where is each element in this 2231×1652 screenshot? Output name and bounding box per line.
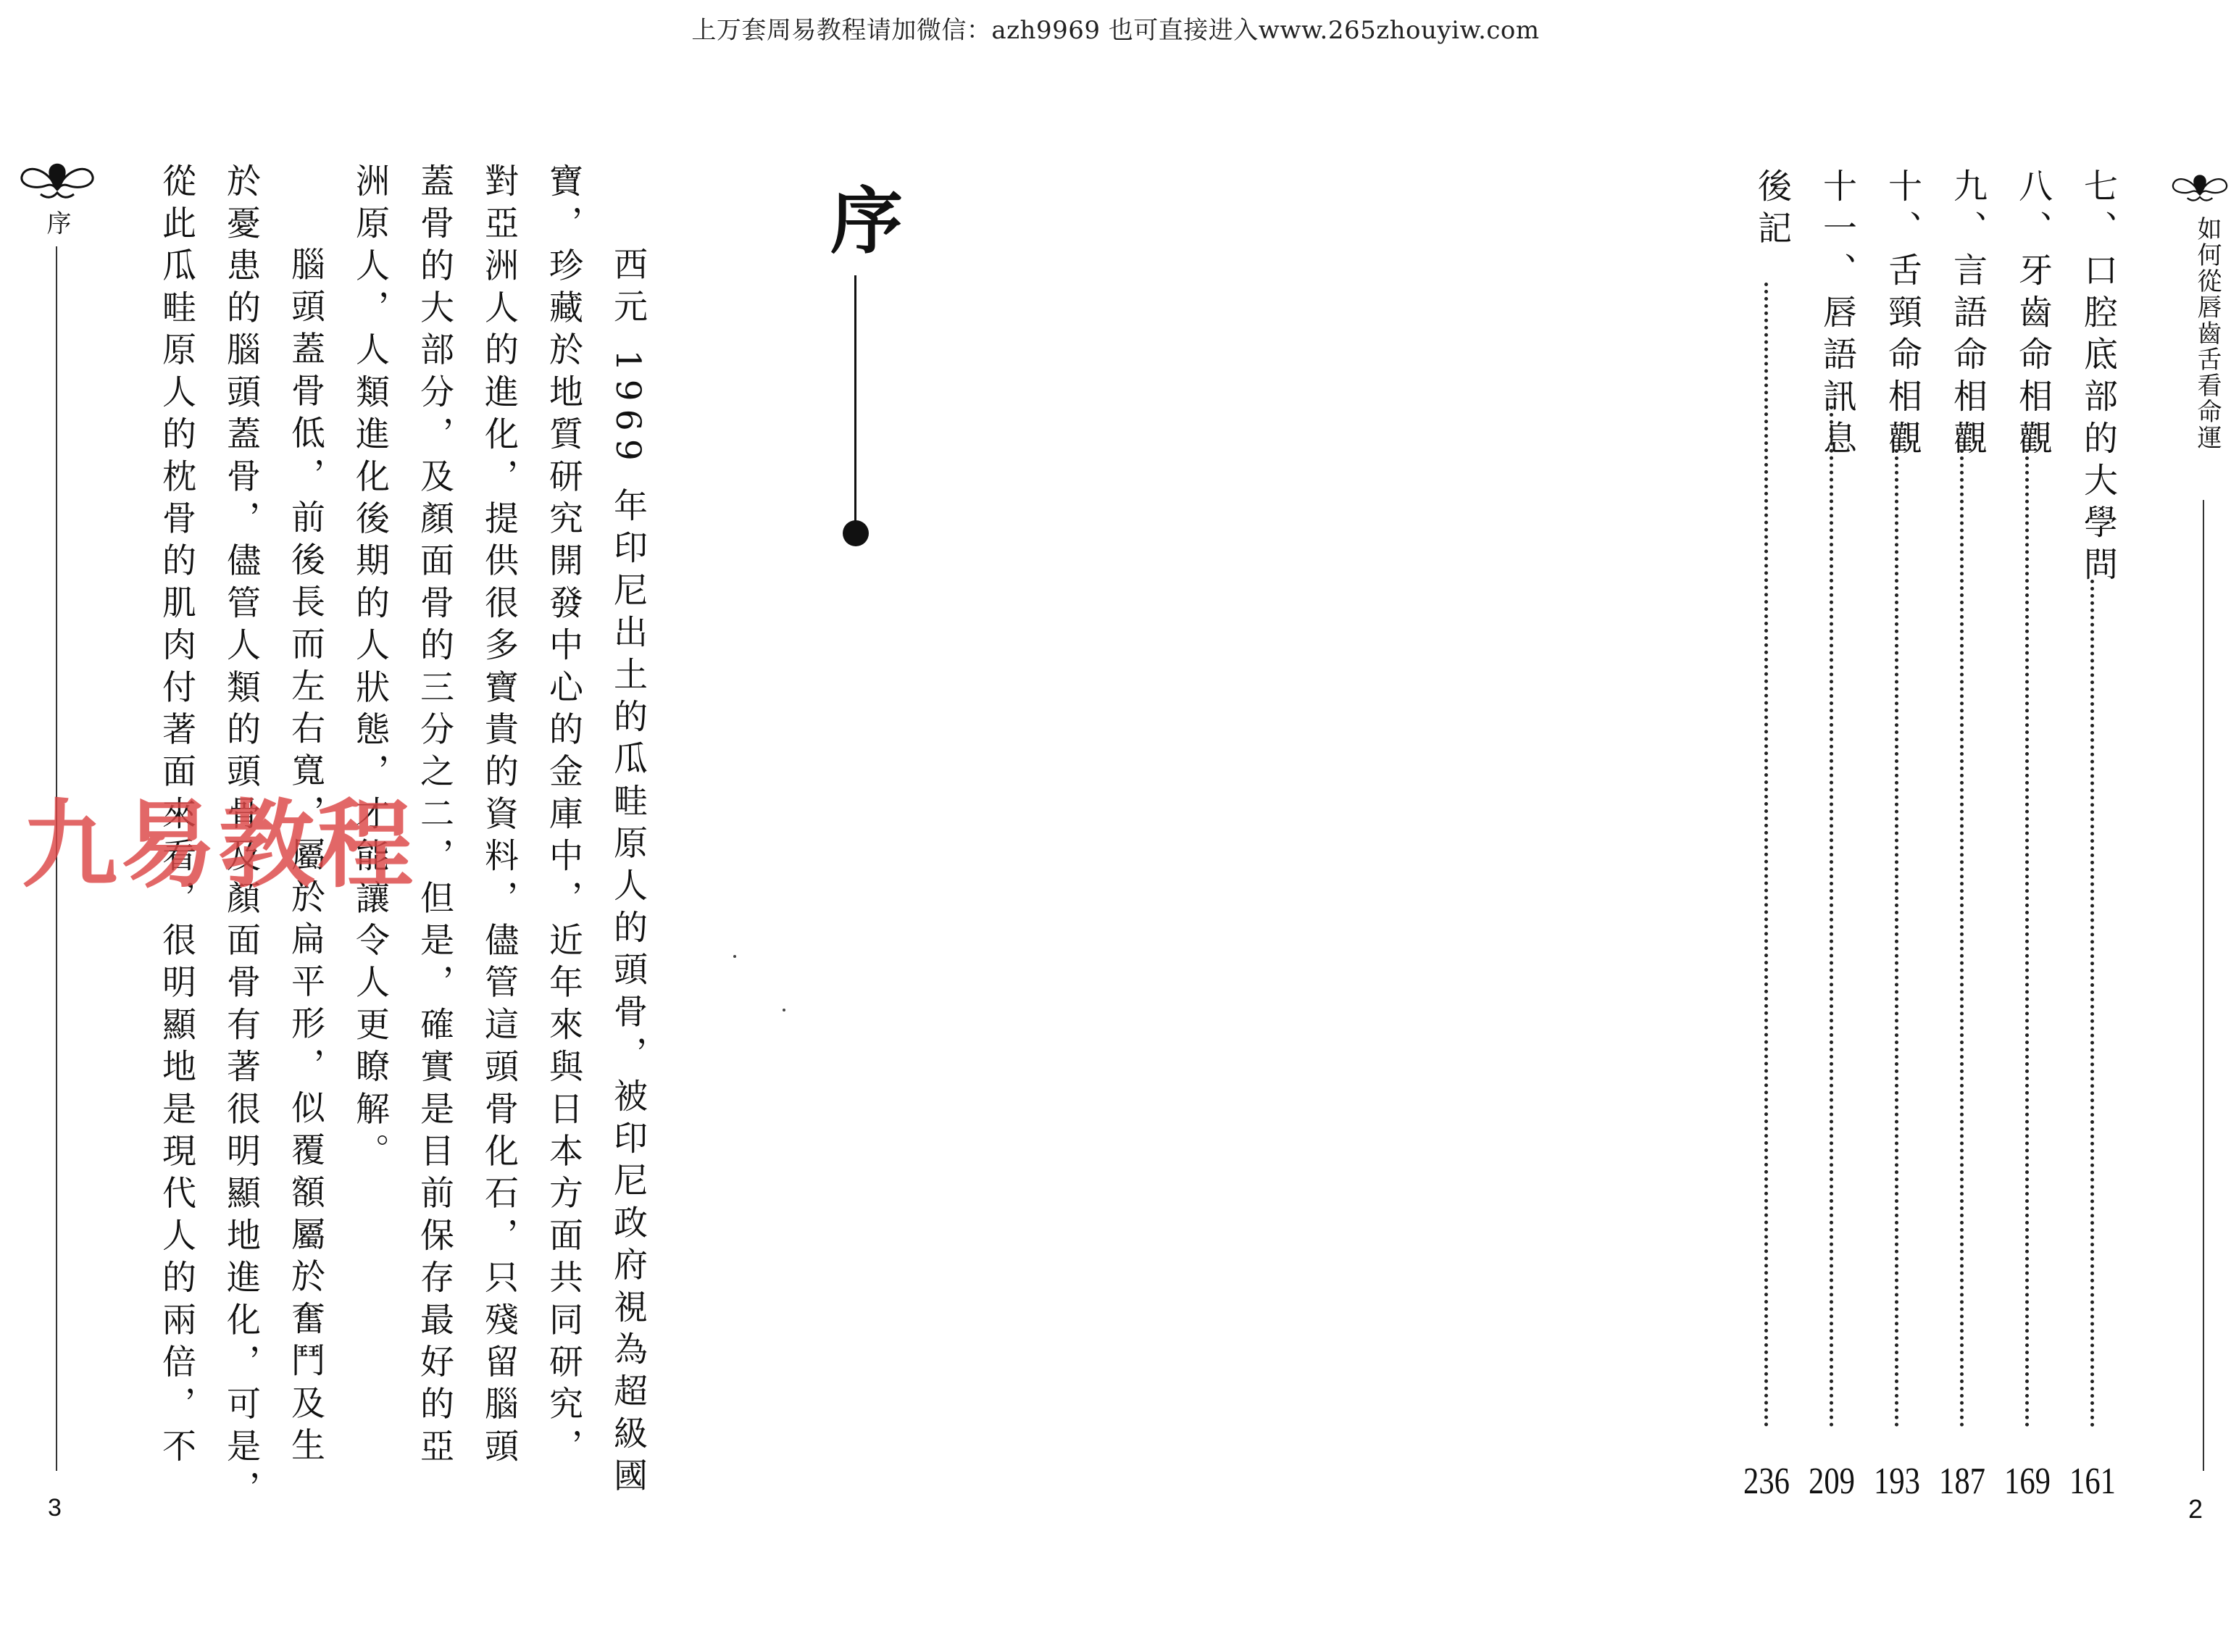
preface-column-6: 腦頭蓋骨低，前後長而左右寬，屬於扁平形，似覆額屬於奮鬥及生 [285,246,325,1469]
margin-rule-right [2203,500,2204,1471]
preface-column-8: 從此瓜畦原人的枕骨的肌肉付著面來看，很明顯地是現代人的兩倍，不 [157,163,196,1471]
toc-leader-8 [2025,449,2029,1427]
toc-entry-page-7[interactable]: 161 [2069,1461,2116,1502]
toc-entry-page-11[interactable]: 209 [1809,1461,1855,1502]
running-head-right: 如何從唇齒舌看命運 [2193,216,2222,451]
toc-leader-10 [1895,449,1898,1427]
scan-speck [733,955,736,958]
toc-entry-title-afterword[interactable]: 後記 [1752,168,1792,252]
toc-leader-11 [1830,406,1833,1427]
toc-entry-page-afterword[interactable]: 236 [1743,1461,1790,1502]
fleuron-ornament-icon [2171,172,2229,207]
column-text: 西元 [608,246,648,331]
toc-entry-page-8[interactable]: 169 [2004,1461,2051,1502]
running-head-left: 序 [42,210,71,235]
toc-entry-page-10[interactable]: 193 [1874,1461,1920,1502]
watermark-text: 九易教程 [22,790,416,901]
column-text: 年印尼出土的瓜畦原人的頭骨，被印尼政府視為超級國 [608,488,648,1500]
toc-leader-9 [1960,449,1964,1427]
preface-column-5: 洲原人，人類進化後期的人狀態，才能讓令人更瞭解。 [350,163,390,1175]
year-1969: 1969 [608,330,648,488]
preface-title: 序 [818,183,904,255]
fleuron-ornament-icon [19,161,96,206]
toc-entry-title-10[interactable]: 十、舌頸命相觀 [1882,168,1922,462]
header-banner: 上万套周易教程请加微信：azh9969 也可直接进入www.265zhouyiw.com [691,16,1540,45]
toc-entry-title-9[interactable]: 九、言語命相觀 [1948,168,1988,462]
preface-column-1 [596,246,659,1500]
toc-entry-title-7[interactable]: 七、口腔底部的大學問 [2078,168,2118,588]
preface-column-4: 蓋骨的大部分，及顏面骨的三分之二，但是，確實是目前保存最好的亞 [414,163,454,1471]
page-number-right: 2 [2188,1494,2203,1524]
toc-leader-afterword [1764,283,1768,1427]
toc-leader-7 [2090,580,2094,1427]
preface-column-7: 於憂患的腦頭蓋骨，儘管人類的頭骨及顏面骨有著很明顯地進化，可是， [221,163,261,1513]
title-rule [854,275,856,522]
scan-speck [783,1009,785,1011]
preface-column-3: 對亞洲人的進化，提供很多寶貴的資料，儘管這頭骨化石，只殘留腦頭 [479,163,519,1471]
title-dot [843,520,869,546]
toc-entry-title-8[interactable]: 八、牙齒命相觀 [2013,168,2053,462]
toc-entry-title-11[interactable]: 十一、唇語訊息 [1817,168,1857,462]
preface-column-2: 寶，珍藏於地質研究開發中心的金庫中，近年來與日本方面共同研究， [543,163,583,1471]
page-number-left: 3 [48,1494,62,1522]
toc-entry-page-9[interactable]: 187 [1939,1461,1985,1502]
